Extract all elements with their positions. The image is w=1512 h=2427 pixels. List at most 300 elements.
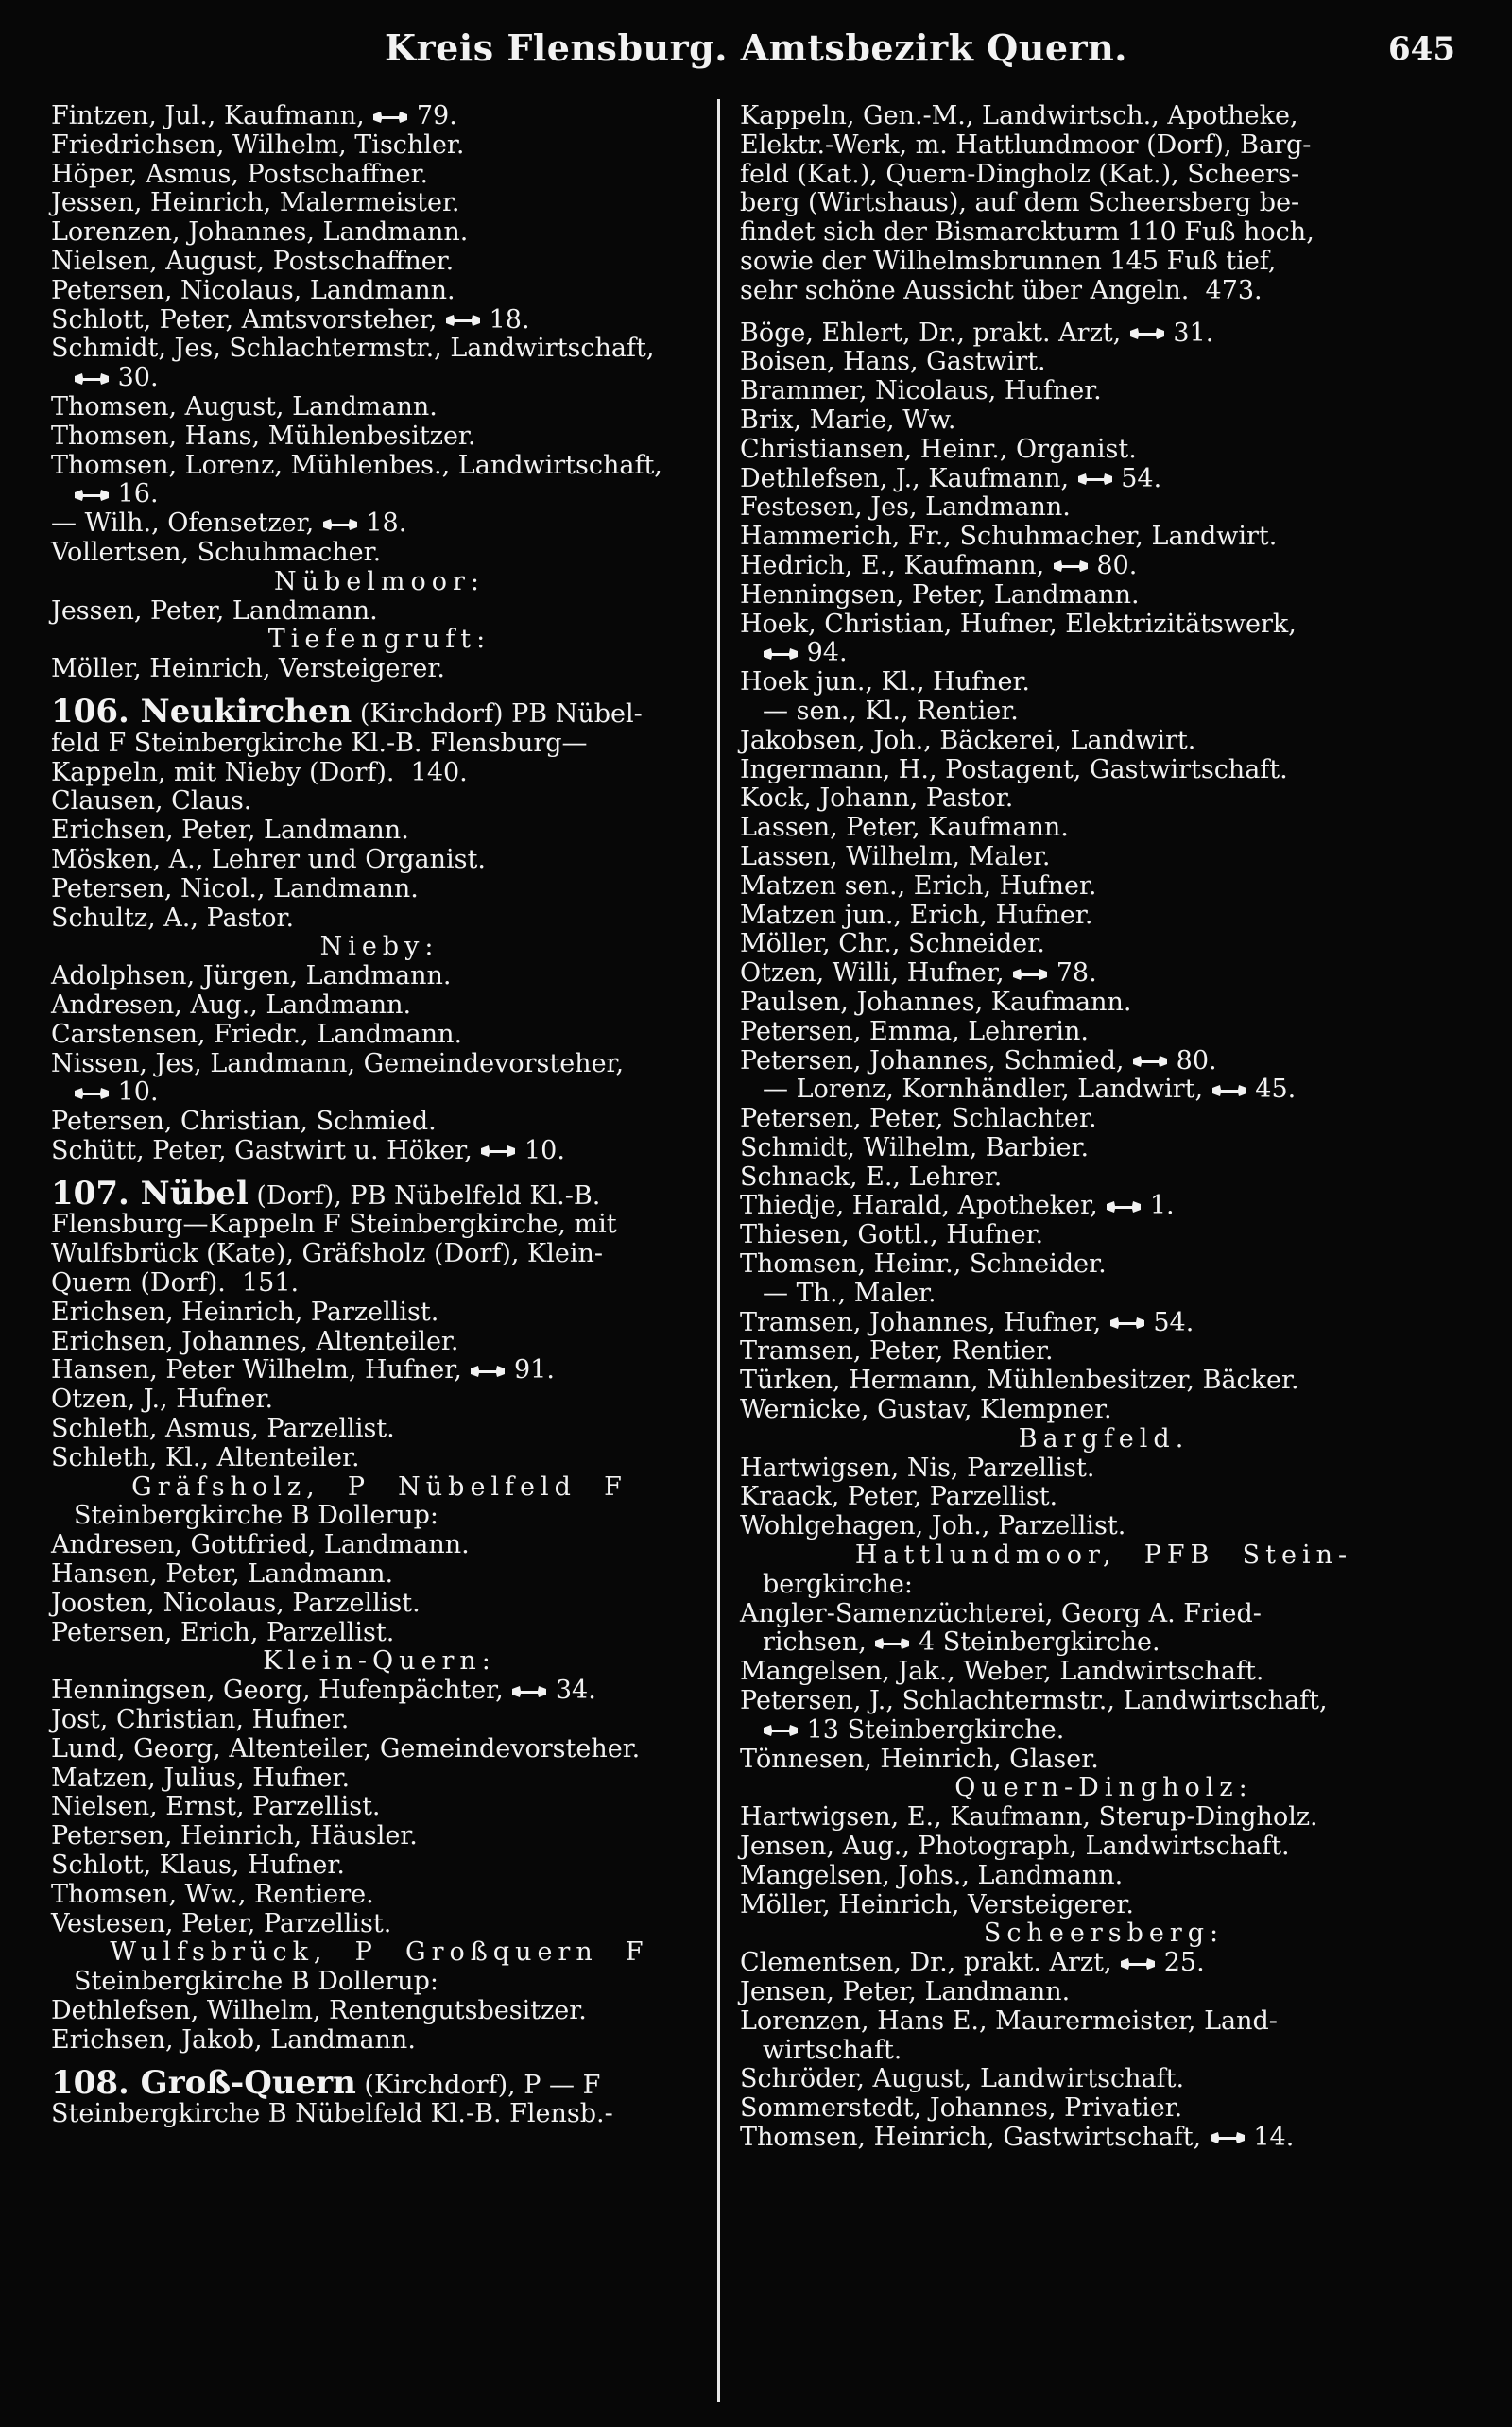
directory-entry	[740, 1192, 1468, 1221]
entry-text: Jensen, Aug., Photograph, Landwirtschaft.	[740, 1832, 1290, 1862]
directory-entry	[51, 1793, 708, 1822]
directory-entry	[740, 2094, 1468, 2124]
directory-entry	[740, 1483, 1468, 1512]
directory-entry	[51, 1211, 708, 1240]
entry-text: Möller, Heinrich, Versteigerer.	[51, 654, 445, 684]
entry-text: Thomsen, Ww., Rentiere.	[51, 1879, 374, 1909]
directory-entry	[51, 1299, 708, 1328]
entry-text: Hedrich, E., Kaufmann,	[740, 550, 1053, 580]
section-place-name: Neukirchen	[140, 692, 352, 731]
entry-text: Wulfsbrück, P Großquern F	[110, 1937, 649, 1968]
directory-entry	[740, 1337, 1468, 1367]
telephone-icon	[74, 487, 110, 504]
directory-entry	[740, 843, 1468, 872]
telephone-icon	[470, 1363, 506, 1380]
entry-text: Brix, Marie, Ww.	[740, 404, 956, 435]
entry-text: sehr schöne Aussicht über Angeln. 473.	[740, 275, 1263, 305]
entry-text: wirtschaft.	[763, 2035, 902, 2065]
entry-text: Petersen, Christian, Schmied.	[51, 1107, 437, 1137]
directory-entry	[740, 2065, 1468, 2094]
directory-entry	[740, 523, 1468, 552]
entry-text: Höper, Asmus, Postschaffner.	[51, 159, 429, 189]
entry-text: Tramsen, Peter, Rentier.	[740, 1336, 1054, 1367]
entry-text: Nielsen, August, Postschaffner.	[51, 246, 455, 276]
directory-entry	[740, 639, 1468, 668]
entry-text: Schröder, August, Landwirtschaft.	[740, 2064, 1185, 2094]
entry-text: Joosten, Nicolaus, Parzellist.	[51, 1588, 421, 1618]
entry-text: Hattlundmoor, PFB Stein-	[854, 1541, 1353, 1571]
entry-text: Gräfsholz, P Nübelfeld F	[131, 1472, 627, 1502]
directory-entry	[51, 730, 708, 759]
entry-text: Nielsen, Ernst, Parzellist.	[51, 1792, 381, 1822]
section-place-name: Nübel	[140, 1174, 249, 1213]
page-number: 645	[1388, 30, 1455, 68]
directory-entry	[51, 1735, 708, 1764]
directory-entry	[51, 422, 708, 452]
directory-entry	[740, 102, 1468, 131]
directory-entry	[740, 1250, 1468, 1280]
entry-text: Schmidt, Jes, Schlachtermstr., Landwirtschaft,	[51, 334, 655, 364]
phone-number: 13 Steinbergkirche.	[799, 1714, 1065, 1745]
entry-text: Thomsen, August, Landmann.	[51, 391, 438, 422]
directory-entry	[51, 1822, 708, 1851]
locality-heading	[740, 1919, 1468, 1949]
entry-text: Schlott, Peter, Amtsvorsteher,	[51, 304, 446, 335]
telephone-icon	[445, 312, 481, 329]
entry-text: Dethlefsen, Wilhelm, Rentengutsbesitzer.	[51, 1996, 587, 2025]
directory-entry	[740, 1978, 1468, 2007]
entry-text: Christiansen, Heinr., Organist.	[740, 434, 1137, 464]
directory-entry	[740, 1105, 1468, 1134]
telephone-icon	[1120, 1955, 1156, 1972]
entry-text: Schleth, Asmus, Parzellist.	[51, 1414, 395, 1444]
directory-entry	[51, 539, 708, 568]
phone-number: 54.	[1144, 1307, 1194, 1337]
directory-entry	[740, 872, 1468, 902]
directory-entry	[51, 846, 708, 875]
entry-text: Klein-Quern:	[263, 1646, 496, 1677]
directory-entry	[51, 2026, 708, 2056]
locality-heading	[51, 626, 708, 655]
entry-text: Andresen, Gottfried, Landmann.	[51, 1530, 470, 1560]
entry-text: Petersen, Johannes, Schmied,	[740, 1045, 1133, 1076]
entry-text: Dethlefsen, J., Kaufmann,	[740, 463, 1077, 493]
entry-text: Schnack, E., Lehrer.	[740, 1162, 1003, 1192]
phone-number: 14.	[1245, 2122, 1295, 2152]
directory-entry	[740, 1891, 1468, 1920]
entry-text: Matzen, Julius, Hufner.	[51, 1763, 351, 1793]
directory-entry	[51, 509, 708, 539]
directory-entry	[740, 131, 1468, 161]
entry-text: Nissen, Jes, Landmann, Gemeindevorsteher,	[51, 1048, 625, 1078]
directory-entry	[51, 1502, 708, 1531]
entry-text: Steinbergkirche B Dollerup:	[74, 1501, 439, 1531]
phone-number: 18.	[481, 304, 530, 335]
entry-text: feld F Steinbergkirche Kl.-B. Flensburg—	[51, 728, 588, 758]
directory-entry	[51, 218, 708, 248]
telephone-icon	[74, 370, 110, 387]
directory-entry	[51, 1415, 708, 1444]
directory-entry	[740, 1687, 1468, 1716]
entry-text: Nieby:	[319, 932, 439, 962]
directory-entry	[51, 248, 708, 277]
entry-text: findet sich der Bismarckturm 110 Fuß hoch,	[740, 217, 1314, 248]
entry-text: Jakobsen, Joh., Bäckerei, Landwirt.	[740, 725, 1196, 755]
entry-text: Schmidt, Wilhelm, Barbier.	[740, 1132, 1090, 1162]
phone-number: 34.	[547, 1676, 596, 1706]
locality-heading	[51, 1473, 708, 1503]
directory-entry	[740, 989, 1468, 1018]
directory-entry	[740, 697, 1468, 727]
page-header	[0, 26, 1512, 83]
directory-entry	[51, 277, 708, 306]
entry-text: Schleth, Kl., Altenteiler.	[51, 1442, 360, 1472]
entry-text: bergkirche:	[763, 1569, 913, 1599]
entry-text: — sen., Kl., Rentier.	[763, 696, 1019, 726]
phone-number: 10.	[516, 1135, 565, 1165]
directory-entry	[740, 1949, 1468, 1978]
column-divider	[717, 99, 720, 2402]
directory-entry	[51, 1021, 708, 1050]
phone-number: 54.	[1112, 463, 1162, 493]
directory-entry	[740, 1571, 1468, 1600]
directory-entry	[740, 1803, 1468, 1833]
directory-entry	[51, 1851, 708, 1881]
entry-text: berg (Wirtshaus), auf dem Scheersberg be-	[740, 188, 1300, 218]
directory-entry	[740, 1047, 1468, 1076]
locality-heading	[51, 1938, 708, 1968]
entry-text: Thiedje, Harald, Apotheker,	[740, 1191, 1107, 1221]
entry-text: Thiesen, Gottl., Hufner.	[740, 1220, 1044, 1250]
directory-entry	[51, 1968, 708, 1997]
phone-number: 30.	[110, 363, 159, 393]
directory-entry	[740, 552, 1468, 581]
entry-text: Brammer, Nicolaus, Hufner.	[740, 376, 1102, 406]
directory-entry	[51, 1444, 708, 1473]
entry-text: Angler-Samenzüchterei, Georg A. Fried-	[740, 1598, 1262, 1628]
right-column	[740, 102, 1468, 2153]
entry-text: Petersen, Erich, Parzellist.	[51, 1617, 395, 1647]
entry-text: Türken, Hermann, Mühlenbesitzer, Bäcker.	[740, 1366, 1299, 1396]
directory-entry	[740, 1076, 1468, 1105]
entry-text: Carstensen, Friedr., Landmann.	[51, 1019, 463, 1049]
entry-text: Flensburg—Kappeln F Steinbergkirche, mit	[51, 1210, 617, 1240]
directory-entry	[740, 465, 1468, 494]
directory-entry	[51, 1997, 708, 2026]
entry-text: Clementsen, Dr., prakt. Arzt,	[740, 1948, 1121, 1978]
telephone-icon	[511, 1683, 547, 1700]
entry-text: Hoek, Christian, Hufner, Elektrizitätswerk,	[740, 609, 1297, 639]
entry-text: Hartwigsen, E., Kaufmann, Sterup-Dingholz.	[740, 1802, 1318, 1833]
entry-text: Erichsen, Heinrich, Parzellist.	[51, 1297, 439, 1327]
entry-text: Kappeln, Gen.-M., Landwirtsch., Apotheke,	[740, 101, 1298, 130]
telephone-icon	[763, 1722, 799, 1739]
directory-entry	[740, 1280, 1468, 1309]
entry-text: Hansen, Peter Wilhelm, Hufner,	[51, 1355, 471, 1386]
entry-text: — Lorenz, Kornhändler, Landwirt,	[763, 1075, 1211, 1105]
directory-entry	[740, 1512, 1468, 1541]
section-gap	[740, 306, 1468, 319]
directory-entry	[51, 1560, 708, 1590]
section-number: 108.	[51, 2063, 141, 2102]
entry-text: Wernicke, Gustav, Klempner.	[740, 1395, 1112, 1425]
directory-entry	[740, 930, 1468, 959]
directory-entry	[51, 480, 708, 509]
entry-text: Bargfeld.	[1018, 1423, 1190, 1454]
directory-entry	[740, 1221, 1468, 1250]
section-heading	[51, 2063, 708, 2102]
directory-entry	[740, 756, 1468, 785]
entry-text: Schultz, A., Pastor.	[51, 903, 295, 933]
phone-number: 78.	[1048, 958, 1097, 989]
entry-text: Hartwigsen, Nis, Parzellist.	[740, 1453, 1095, 1483]
directory-entry	[51, 991, 708, 1021]
directory-entry	[740, 319, 1468, 349]
entry-text: Wulfsbrück (Kate), Gräfsholz (Dorf), Klein-	[51, 1239, 603, 1269]
entry-text: Festesen, Jes, Landmann.	[740, 492, 1071, 523]
directory-entry	[740, 493, 1468, 523]
telephone-icon	[1106, 1198, 1142, 1215]
phone-number: 91.	[506, 1355, 555, 1386]
directory-entry	[740, 2007, 1468, 2037]
entry-text: Jensen, Peter, Landmann.	[740, 1977, 1071, 2006]
directory-entry	[740, 189, 1468, 218]
left-column	[51, 102, 708, 2129]
entry-text: Erichsen, Jakob, Landmann.	[51, 2024, 416, 2055]
page-title: Kreis Flensburg. Amtsbezirk Quern.	[385, 26, 1127, 69]
entry-text: Schlott, Klaus, Hufner.	[51, 1850, 345, 1881]
locality-heading	[51, 933, 708, 962]
directory-entry	[51, 1764, 708, 1794]
telephone-icon	[1053, 558, 1089, 575]
entry-text: Steinbergkirche B Nübelfeld Kl.-B. Flensb.-	[51, 2099, 613, 2129]
directory-entry	[740, 1309, 1468, 1338]
section-number: 106.	[51, 692, 141, 731]
directory-entry	[740, 1367, 1468, 1396]
entry-text: Clausen, Claus.	[51, 786, 252, 817]
entry-text: Petersen, Heinrich, Häusler.	[51, 1821, 418, 1851]
directory-entry	[51, 393, 708, 422]
entry-text: Lorenzen, Johannes, Landmann.	[51, 217, 469, 248]
directory-entry	[51, 759, 708, 788]
directory-entry	[740, 2037, 1468, 2066]
phone-number: 25.	[1156, 1948, 1205, 1978]
directory-entry	[51, 1677, 708, 1706]
directory-entry	[740, 1600, 1468, 1629]
directory-entry	[740, 1628, 1468, 1658]
directory-entry	[740, 611, 1468, 640]
entry-text: Schütt, Peter, Gastwirt u. Höker,	[51, 1135, 481, 1165]
entry-text: Petersen, Nicolaus, Landmann.	[51, 275, 455, 305]
telephone-icon	[74, 1085, 110, 1102]
directory-entry	[51, 597, 708, 627]
directory-entry	[740, 2124, 1468, 2153]
entry-text: — Th., Maler.	[763, 1278, 936, 1308]
entry-text: Ingermann, H., Postagent, Gastwirtschaft.	[740, 754, 1288, 784]
entry-text: Erichsen, Peter, Landmann.	[51, 816, 409, 846]
entry-text: Vollertsen, Schuhmacher.	[51, 537, 382, 567]
entry-text: Scheersberg:	[983, 1919, 1225, 1949]
phone-number: 4 Steinbergkirche.	[910, 1627, 1160, 1658]
directory-entry	[740, 668, 1468, 697]
phone-number: 31.	[1164, 318, 1214, 348]
entry-text: Sommerstedt, Johannes, Privatier.	[740, 2093, 1183, 2124]
telephone-icon	[1210, 2129, 1246, 2146]
directory-entry	[51, 161, 708, 190]
telephone-icon	[322, 516, 358, 533]
entry-text: Lassen, Peter, Kaufmann.	[740, 813, 1069, 843]
section-heading	[51, 1174, 708, 1213]
directory-entry	[51, 1706, 708, 1735]
telephone-icon	[763, 645, 799, 663]
entry-text: Otzen, J., Hufner.	[51, 1385, 274, 1415]
telephone-icon	[1132, 1053, 1168, 1070]
entry-text: Möller, Chr., Schneider.	[740, 929, 1045, 959]
entry-text: Vestesen, Peter, Parzellist.	[51, 1908, 392, 1938]
telephone-icon	[480, 1143, 516, 1160]
directory-entry	[740, 1746, 1468, 1775]
entry-text: Petersen, Peter, Schlachter.	[740, 1104, 1097, 1134]
directory-entry	[51, 1269, 708, 1299]
directory-entry	[740, 1454, 1468, 1484]
entry-text: Lund, Georg, Altenteiler, Gemeindevorsteher.	[51, 1733, 641, 1764]
telephone-icon	[1129, 325, 1165, 342]
directory-entry	[51, 1881, 708, 1910]
entry-text: Boisen, Hans, Gastwirt.	[740, 347, 1046, 377]
entry-text: richsen,	[763, 1627, 875, 1658]
directory-entry	[740, 902, 1468, 931]
locality-heading	[51, 568, 708, 597]
directory-entry	[51, 1050, 708, 1079]
entry-text: Quern-Dingholz:	[954, 1773, 1253, 1803]
telephone-icon	[1109, 1315, 1145, 1332]
directory-entry	[51, 962, 708, 991]
entry-text: Mösken, A., Lehrer und Organist.	[51, 844, 486, 874]
directory-entry	[51, 904, 708, 934]
directory-entry	[740, 727, 1468, 756]
phone-number: 80.	[1168, 1045, 1217, 1076]
entry-text: Tramsen, Johannes, Hufner,	[740, 1307, 1109, 1337]
entry-text: Quern (Dorf). 151.	[51, 1268, 300, 1299]
directory-entry	[740, 1658, 1468, 1687]
phone-number: 10.	[110, 1077, 159, 1108]
entry-text: Thomsen, Hans, Mühlenbesitzer.	[51, 421, 476, 451]
entry-text: Andresen, Aug., Landmann.	[51, 990, 412, 1020]
entry-text: Kraack, Peter, Parzellist.	[740, 1482, 1058, 1512]
entry-text: Hammerich, Fr., Schuhmacher, Landwirt.	[740, 522, 1278, 552]
directory-entry	[740, 784, 1468, 814]
entry-text: Lassen, Wilhelm, Maler.	[740, 841, 1051, 871]
directory-entry	[740, 814, 1468, 843]
entry-text: Kappeln, mit Nieby (Dorf). 140.	[51, 757, 468, 787]
entry-text: (Dorf), PB Nübelfeld Kl.-B.	[248, 1180, 601, 1211]
entry-text: Jost, Christian, Hufner.	[51, 1705, 350, 1735]
directory-entry	[740, 1862, 1468, 1891]
directory-entry	[740, 1134, 1468, 1163]
directory-entry	[51, 787, 708, 817]
directory-entry	[51, 306, 708, 336]
entry-text: Hansen, Peter, Landmann.	[51, 1559, 394, 1590]
directory-entry	[740, 218, 1468, 248]
directory-entry	[740, 1833, 1468, 1862]
directory-entry	[51, 1356, 708, 1386]
entry-text: Thomsen, Lorenz, Mühlenbes., Landwirtschaft,	[51, 450, 662, 480]
entry-text: (Kirchdorf) PB Nübel-	[352, 698, 643, 729]
entry-text: Matzen jun., Erich, Hufner.	[740, 900, 1093, 930]
locality-heading	[740, 1541, 1468, 1571]
entry-text: Jessen, Peter, Landmann.	[51, 595, 378, 626]
section-number: 107.	[51, 1174, 141, 1213]
directory-entry	[740, 161, 1468, 190]
entry-text: Mangelsen, Johs., Landmann.	[740, 1860, 1124, 1890]
entry-text: Petersen, Nicol., Landmann.	[51, 873, 419, 904]
entry-text: Elektr.-Werk, m. Hattlundmoor (Dorf), Barg-	[740, 129, 1312, 160]
entry-text: — Wilh., Ofensetzer,	[51, 508, 322, 539]
entry-text: Petersen, J., Schlachtermstr., Landwirtschaft,	[740, 1686, 1328, 1716]
entry-text: Jessen, Heinrich, Malermeister.	[51, 188, 460, 218]
phone-number: 18.	[357, 508, 407, 539]
entry-text: Fintzen, Jul., Kaufmann,	[51, 101, 373, 130]
telephone-icon	[1077, 471, 1113, 488]
telephone-icon	[1012, 966, 1048, 983]
phone-number: 16.	[110, 479, 159, 509]
entry-text: Petersen, Emma, Lehrerin.	[740, 1016, 1089, 1046]
directory-entry	[51, 1137, 708, 1166]
directory-entry	[51, 2100, 708, 2129]
entry-text: feld (Kat.), Quern-Dingholz (Kat.), Scheers-	[740, 159, 1300, 189]
entry-text: Thomsen, Heinr., Schneider.	[740, 1249, 1107, 1280]
directory-entry	[740, 1018, 1468, 1047]
entry-text: Kock, Johann, Pastor.	[740, 783, 1014, 814]
directory-entry	[740, 1716, 1468, 1746]
locality-heading	[51, 1647, 708, 1677]
directory-entry	[51, 1108, 708, 1137]
locality-heading	[740, 1425, 1468, 1454]
directory-entry	[740, 348, 1468, 377]
phone-number: 80.	[1088, 550, 1138, 580]
directory-entry	[51, 1386, 708, 1415]
locality-heading	[740, 1774, 1468, 1803]
phone-number: 1.	[1142, 1191, 1175, 1221]
directory-entry	[740, 406, 1468, 436]
entry-text: Erichsen, Johannes, Altenteiler.	[51, 1326, 459, 1356]
entry-text: Wohlgehagen, Joh., Parzellist.	[740, 1511, 1126, 1541]
directory-entry	[740, 1396, 1468, 1425]
entry-text: Adolphsen, Jürgen, Landmann.	[51, 961, 452, 991]
directory-entry	[740, 248, 1468, 277]
directory-entry	[51, 452, 708, 481]
directory-entry	[51, 189, 708, 218]
section-heading	[51, 692, 708, 731]
directory-entry	[740, 377, 1468, 406]
entry-text: Friedrichsen, Wilhelm, Tischler.	[51, 129, 465, 160]
entry-text: Henningsen, Peter, Landmann.	[740, 579, 1140, 610]
directory-entry	[51, 817, 708, 846]
entry-text: Henningsen, Georg, Hufenpächter,	[51, 1676, 512, 1706]
entry-text: Mangelsen, Jak., Weber, Landwirtschaft.	[740, 1657, 1264, 1687]
directory-entry	[51, 364, 708, 393]
directory-entry	[51, 875, 708, 904]
directory-entry	[51, 1240, 708, 1269]
directory-entry	[51, 1619, 708, 1648]
directory-entry	[51, 1590, 708, 1619]
directory-entry	[51, 1910, 708, 1939]
entry-text: Tiefengruft:	[267, 625, 491, 655]
telephone-icon	[1211, 1082, 1247, 1099]
entry-text: Steinbergkirche B Dollerup:	[74, 1967, 439, 1997]
phone-number: 45.	[1246, 1075, 1297, 1105]
entry-text: sowie der Wilhelmsbrunnen 145 Fuß tief,	[740, 246, 1277, 276]
